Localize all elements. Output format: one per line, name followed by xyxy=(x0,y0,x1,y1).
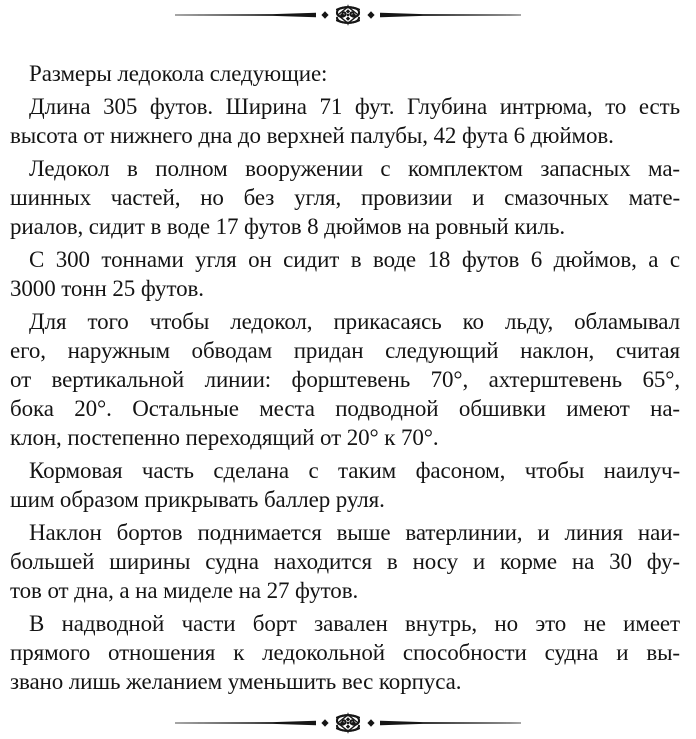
text-line: Наклон бортов поднимается выше ватерлинии, и линия наи- xyxy=(29,520,680,545)
text-line: Длина 305 футов. Ширина 71 фут. Глубина интрюма, то есть xyxy=(29,94,680,119)
fleuron-divider-icon xyxy=(173,712,523,734)
paragraph xyxy=(10,609,680,696)
text-line: его, наружным обводам придан следующий наклон, считая xyxy=(10,338,680,363)
text-line: С 300 тоннами угля он сидит в воде 18 футов 6 дюймов, а с xyxy=(29,247,680,272)
text-line: риалов, сидит в воде 17 футов 8 дюймов на ровный киль. xyxy=(10,214,565,239)
text-line: большей ширины судна находится в носу и корме на 30 фу- xyxy=(10,549,680,574)
text-line: тов от дна, а на миделе на 27 футов. xyxy=(10,578,359,603)
text-line: шим образом прикрывать баллер руля. xyxy=(10,487,385,512)
text-line: высота от нижнего дна до верхней палубы, 42 фута 6 дюймов. xyxy=(10,123,614,148)
paragraph xyxy=(10,92,680,150)
text-line: В надводной части борт завален внутрь, но это не имеет xyxy=(29,611,680,636)
text-line: клон, постепенно переходящий от 20° к 70°. xyxy=(10,425,439,450)
page-text xyxy=(10,59,680,696)
text-line: 3000 тонн 25 футов. xyxy=(10,276,204,301)
text-line: бока 20°. Остальные места подводной обшивки имеют на- xyxy=(10,396,680,421)
fleuron-divider-icon xyxy=(173,4,523,26)
paragraph xyxy=(10,59,680,88)
text-line: прямого отношения к ледокольной способности судна и вы- xyxy=(10,640,680,665)
paragraph xyxy=(10,518,680,605)
text-line: звано лишь желанием уменьшить вес корпуса. xyxy=(10,669,462,694)
paragraph xyxy=(10,154,680,241)
top-ornament-row xyxy=(0,0,696,26)
paragraph xyxy=(10,456,680,514)
paragraph xyxy=(10,245,680,303)
text-line: Для того чтобы ледокол, прикасаясь ко льду, обламывал xyxy=(29,309,680,334)
paragraph xyxy=(10,307,680,452)
text-line: Ледокол в полном вооружении с комплектом запасных ма- xyxy=(29,156,680,181)
text-line: шинных частей, но без угля, провизии и смазочных мате- xyxy=(10,185,680,210)
text-line: Кормовая часть сделана с таким фасоном, чтобы наилуч- xyxy=(29,458,680,483)
text-line: от вертикальной линии: форштевень 70°, ахтерштевень 65°, xyxy=(10,367,680,392)
bottom-ornament-row xyxy=(0,712,696,734)
text-line: Размеры ледокола следующие: xyxy=(29,61,328,86)
